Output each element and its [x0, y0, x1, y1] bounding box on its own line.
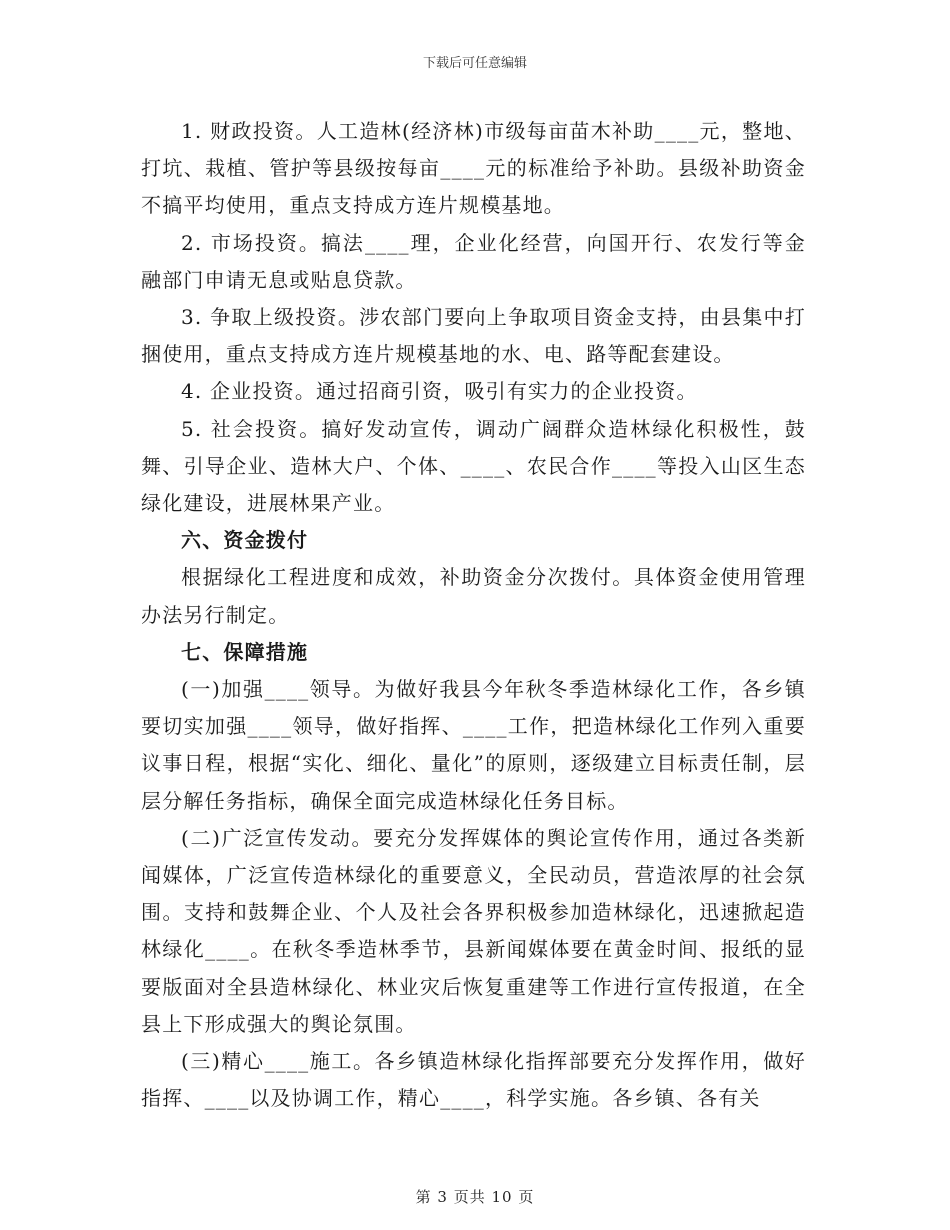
paragraph-fiscal-investment: 1. 财政投资。人工造林(经济林)市级每亩苗木补助____元，整地、打坑、栽植、管护等县级按每亩____元的标准给予补助。县级补助资金不搞平均使用，重点支持成方连片规模基地。 — [141, 119, 806, 218]
paragraph-fund-allocation: 根据绿化工程进度和成效，补助资金分次拨付。具体资金使用管理办法另行制定。 — [141, 565, 806, 627]
paragraph-enterprise-investment: 4. 企业投资。通过招商引资，吸引有实力的企业投资。 — [181, 379, 698, 404]
paragraph-market-investment: 2. 市场投资。搞法____理，企业化经营，向国开行、农发行等金融部门申请无息或贴息贷款。 — [141, 230, 806, 292]
paragraph-higher-level-investment: 3. 争取上级投资。涉农部门要向上争取项目资金支持，由县集中打捆使用，重点支持成方连片规模基地的水、电、路等配套建设。 — [141, 305, 806, 367]
header-note: 下载后可任意编辑 — [422, 56, 527, 71]
document-body — [141, 113, 806, 1117]
paragraph-social-investment: 5. 社会投资。搞好发动宣传，调动广阔群众造林绿化积极性，鼓舞、引导企业、造林大户、个体、____、农民合作____等投入山区生态绿化建设，进展林果产业。 — [141, 416, 806, 516]
section-heading-fund-allocation: 六、资金拨付 — [181, 528, 309, 553]
page-footer: 第 3 页共 10 页 — [415, 1188, 535, 1206]
paragraph-construction: (三)精心____施工。各乡镇造林绿化指挥部要充分发挥作用，做好指挥、____以及协调工作，精心____，科学实施。各乡镇、各有关 — [141, 1049, 806, 1111]
paragraph-publicity: (二)广泛宣传发动。要充分发挥媒体的舆论宣传作用，通过各类新闻媒体，广泛宣传造林绿化的重要意义，全民动员，营造浓厚的社会氛围。支持和鼓舞企业、个人及社会各界积极参加造林绿化，迅速掀起造林绿化____。在秋冬季造林季节，县新闻媒体要在黄金时间、报纸的显要版面对全县造林绿化、林业灾后恢复重建等工作进行宣传报道，在全县上下形成强大的舆论氛围。 — [141, 825, 806, 1036]
paragraph-leadership: (一)加强____领导。为做好我县今年秋冬季造林绿化工作，各乡镇要切实加强____领导，做好指挥、____工作，把造林绿化工作列入重要议事日程，根据“实化、细化、量化”的原则，逐级建立目标责任制，层层分解任务指标，确保全面完成造林绿化任务目标。 — [141, 677, 806, 813]
section-heading-safeguards: 七、保障措施 — [181, 639, 309, 664]
